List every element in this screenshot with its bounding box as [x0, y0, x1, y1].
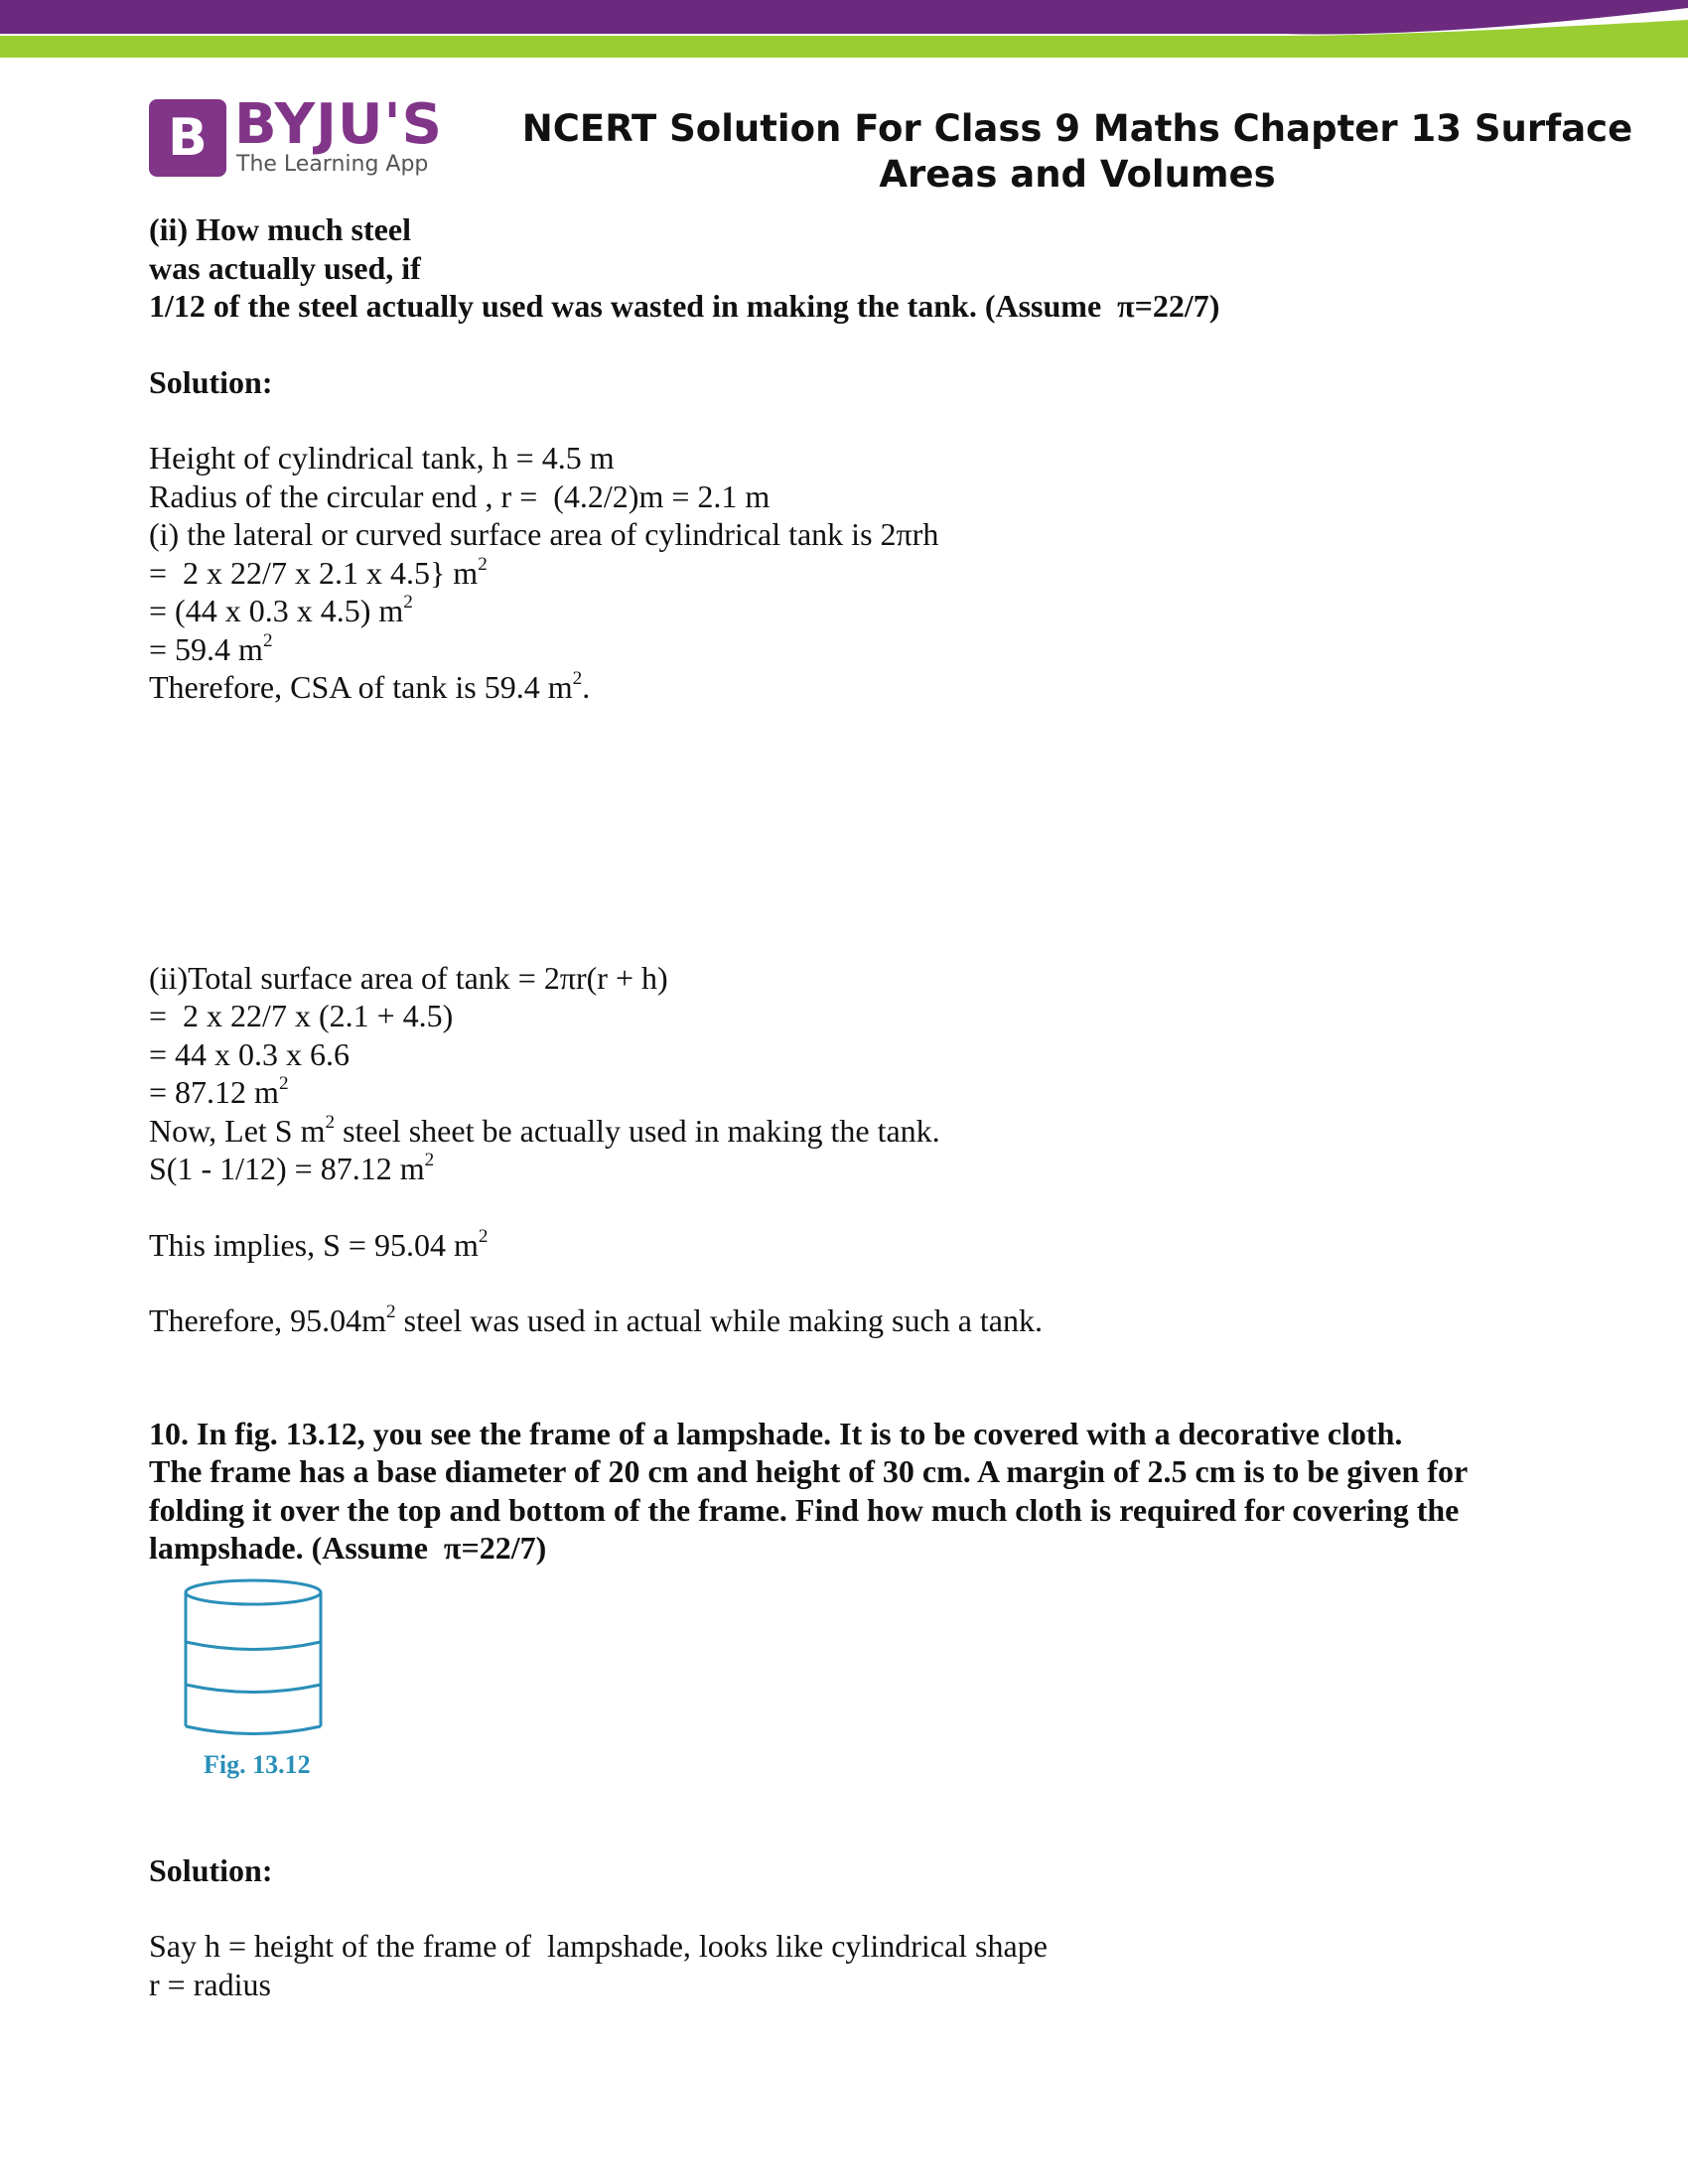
- lampshade-frame-icon: [179, 1577, 338, 1746]
- q9-tsa-step-1: = 2 x 22/7 x (2.1 + 4.5): [149, 998, 454, 1033]
- q9-part-ii-line-1: (ii) How much steel: [149, 211, 411, 247]
- q9-solution-label: Solution:: [149, 363, 273, 400]
- q9-csa-formula: (i) the lateral or curved surface area of cylindrical tank is 2πrh: [149, 516, 939, 552]
- lampshade-figure: [149, 1568, 1539, 1845]
- document-title-line-2: Areas and Volumes: [879, 153, 1276, 196]
- q9-implies: This implies, S = 95.04 $m^2$: [149, 1225, 489, 1263]
- q9-part-ii-line-2: was actually used, if: [149, 249, 421, 286]
- q10-line-1: 10. In fig. 13.12, you see the frame of a lampshade. It is to be covered with a decorative cloth.: [149, 1415, 1403, 1451]
- q10-line-3: folding it over the top and bottom of the frame. Find how much cloth is required for covering the: [149, 1491, 1460, 1528]
- q9-csa-conclusion: Therefore, CSA of tank is 59.4 $m^2$.: [149, 668, 591, 705]
- q9-tsa-step-2: = 44 x 0.3 x 6.6: [149, 1035, 351, 1072]
- q9-let-s: Now, Let S $m^2$ steel sheet be actually used in making the tank.: [149, 1111, 940, 1149]
- q9-equation: S(1 - 1/12) = 87.12 $m^2$: [149, 1150, 435, 1186]
- q9-part-ii-line-3: 1/12 of the steel actually used was wasted in making the tank. (Assume π=22/7): [149, 288, 1220, 324]
- q10-r-radius: r = radius: [149, 1966, 271, 2002]
- q9-radius: Radius of the circular end , r = (4.2/2)m = 2.1 m: [149, 478, 771, 514]
- q9-final-answer: Therefore, $95.04m^2$ steel was used in actual while making such a tank.: [149, 1301, 1043, 1338]
- q9-csa-step-1: = 2 x 22/7 x 2.1 x 4.5} $m^2$: [149, 553, 488, 591]
- figure-caption: Fig. 13.12: [204, 1749, 311, 1779]
- page-header: [0, 94, 1688, 204]
- q10-say-h: Say h = height of the frame of lampshade, looks like cylindrical shape: [149, 1928, 1048, 1964]
- document-body: [149, 210, 1539, 2003]
- header-band: [0, 0, 1688, 60]
- q9-tsa-formula: (ii)Total surface area of tank = 2πr(r + h): [149, 959, 668, 996]
- q9-tsa-step-3: = 87.12 $m^2$: [149, 1073, 289, 1110]
- brand-name: BYJU'S: [234, 92, 443, 157]
- q9-csa-step-3: = 59.4 $m^2$: [149, 629, 273, 667]
- q10-solution-label: Solution:: [149, 1851, 273, 1888]
- q9-csa-step-2: = (44 x 0.3 x 4.5) $m^2$: [149, 592, 413, 628]
- document-title: [487, 106, 1668, 198]
- logo-letter: B: [168, 108, 208, 168]
- byjus-logo-icon: [149, 99, 226, 177]
- q9-height: Height of cylindrical tank, h = 4.5 m: [149, 440, 615, 476]
- q10-line-2: The frame has a base diameter of 20 cm and height of 30 cm. A margin of 2.5 cm is to be given for: [149, 1453, 1469, 1489]
- brand-tagline: The Learning App: [236, 152, 429, 177]
- q10-line-4: lampshade. (Assume π=22/7): [149, 1530, 547, 1566]
- document-title-line-1: NCERT Solution For Class 9 Maths Chapter 13 Surface: [521, 107, 1633, 150]
